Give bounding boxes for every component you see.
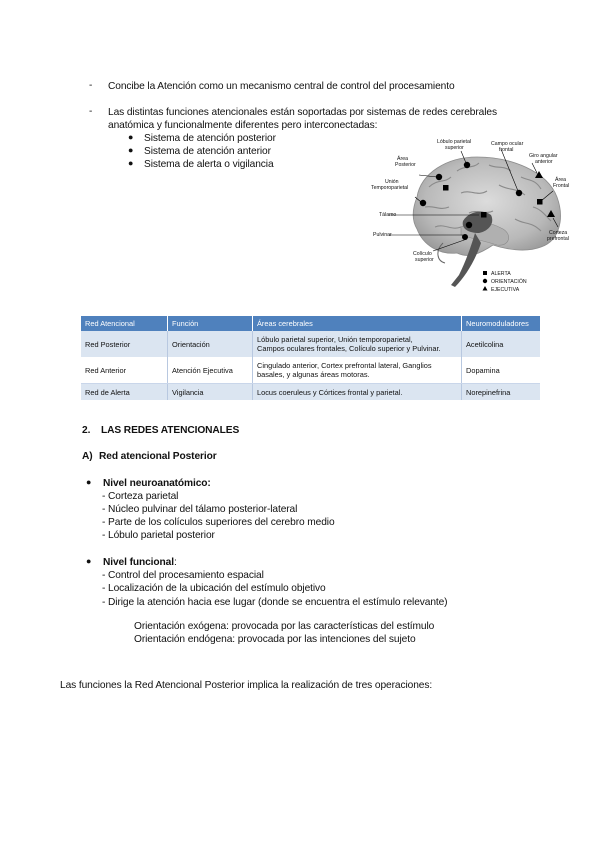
orientation-endogenous: Orientación endógena: provocada por las intenciones del sujeto xyxy=(134,634,416,645)
areas-line: basales, y algunas áreas motoras. xyxy=(257,370,370,379)
svg-text:ORIENTACIÓN: ORIENTACIÓN xyxy=(491,279,527,285)
table-row xyxy=(81,357,540,384)
table-row xyxy=(81,331,540,357)
svg-text:Lóbulo parietal: Lóbulo parietal xyxy=(437,139,472,145)
svg-text:Campo ocular: Campo ocular xyxy=(491,141,524,147)
system-item: Sistema de atención anterior xyxy=(144,146,271,157)
bullet-icon: ● xyxy=(128,158,134,168)
funcional-title-line xyxy=(103,556,177,569)
funcional-item: - Dirige la atención hacia ese lugar (donde se encuentra el estímulo relevante) xyxy=(102,597,448,608)
table-header-row xyxy=(81,316,540,331)
svg-text:Temporoparietal: Temporoparietal xyxy=(371,185,409,191)
subsection-title: Red atencional Posterior xyxy=(99,451,217,462)
orientation-exogenous: Orientación exógena: provocada por las características del estímulo xyxy=(134,621,435,632)
table-cell: Orientación xyxy=(168,331,253,357)
svg-text:superior: superior xyxy=(415,257,434,263)
table-cell: Vigilancia xyxy=(168,384,253,401)
intro-line-2b: anatómica y funcionalmente diferentes pero interconectadas: xyxy=(108,120,378,131)
table-row xyxy=(81,384,540,401)
bullet-icon: ● xyxy=(128,132,134,142)
table-cell: Norepinefrina xyxy=(462,384,541,401)
table-header-cell: Red Atencional xyxy=(81,316,168,331)
funcional-item: - Localización de la ubicación del estímulo objetivo xyxy=(102,583,326,594)
section-title: LAS REDES ATENCIONALES xyxy=(101,425,240,436)
svg-text:Tálamo: Tálamo xyxy=(379,212,397,218)
areas-line: Campos oculares frontales, Colículo superior y Pulvinar. xyxy=(257,344,441,353)
intro-line-2a: Las distintas funciones atencionales están soportadas por sistemas de redes cerebrales xyxy=(108,107,497,118)
neuro-item: - Lóbulo parietal posterior xyxy=(102,530,215,541)
neuro-item: - Parte de los colículos superiores del cerebro medio xyxy=(102,517,335,528)
bullet-icon: ● xyxy=(86,556,92,566)
svg-text:Posterior: Posterior xyxy=(395,162,416,168)
table-header-cell: Neuromoduladores xyxy=(462,316,541,331)
dash-bullet: - xyxy=(89,80,93,91)
svg-text:Área: Área xyxy=(397,156,408,162)
closing-text: Las funciones la Red Atencional Posterior implica la realización de tres operaciones: xyxy=(60,680,433,691)
dash-bullet: - xyxy=(89,106,93,117)
bullet-icon: ● xyxy=(128,145,134,155)
neuro-title: Nivel neuroanatómico: xyxy=(103,478,211,489)
table-cell: Red Anterior xyxy=(81,357,168,384)
table-cell: Red Posterior xyxy=(81,331,168,357)
table-cell-areas xyxy=(253,331,462,357)
intro-line-1: Concibe la Atención como un mecanismo central de control del procesamiento xyxy=(108,81,455,92)
system-item: Sistema de alerta o vigilancia xyxy=(144,159,274,170)
funcional-colon: : xyxy=(173,557,177,568)
neuro-item: - Núcleo pulvinar del tálamo posterior-lateral xyxy=(102,504,298,515)
svg-text:Giro angular: Giro angular xyxy=(529,153,558,159)
svg-text:Frontal: Frontal xyxy=(553,183,570,189)
table-header-cell: Función xyxy=(168,316,253,331)
table-cell: Dopamina xyxy=(462,357,541,384)
svg-text:Área: Área xyxy=(555,177,566,183)
svg-text:Pulvinar: Pulvinar xyxy=(373,232,392,238)
table-cell: Red de Alerta xyxy=(81,384,168,401)
table-cell-areas xyxy=(253,357,462,384)
areas-line: Cingulado anterior, Cortex prefrontal lateral, Ganglios xyxy=(257,361,432,370)
svg-text:Corteza: Corteza xyxy=(549,230,568,236)
neuro-item: - Corteza parietal xyxy=(102,491,179,502)
svg-text:superior: superior xyxy=(445,145,464,151)
attention-networks-table xyxy=(81,316,540,400)
svg-text:EJECUTIVA: EJECUTIVA xyxy=(491,287,520,293)
table-header-cell: Áreas cerebrales xyxy=(253,316,462,331)
system-item: Sistema de atención posterior xyxy=(144,133,276,144)
subsection-letter: A) xyxy=(82,451,93,462)
svg-text:ALERTA: ALERTA xyxy=(491,271,511,277)
svg-text:Colículo: Colículo xyxy=(413,251,432,257)
section-number: 2. xyxy=(82,425,91,436)
svg-text:Unión: Unión xyxy=(385,179,399,185)
table-cell: Locus coeruleus y Córtices frontal y parietal. xyxy=(253,384,462,401)
svg-text:prefrontal: prefrontal xyxy=(547,236,569,242)
funcional-item: - Control del procesamiento espacial xyxy=(102,570,264,581)
brain-legend xyxy=(483,271,527,293)
table-cell: Atención Ejecutiva xyxy=(168,357,253,384)
svg-text:frontal: frontal xyxy=(499,147,514,153)
brain-figure xyxy=(365,135,575,295)
svg-text:anterior: anterior xyxy=(535,159,553,165)
funcional-title: Nivel funcional xyxy=(103,557,174,568)
table-cell: Acetilcolina xyxy=(462,331,541,357)
areas-line: Lóbulo parietal superior, Unión temporoparietal, xyxy=(257,335,413,344)
bullet-icon: ● xyxy=(86,477,92,487)
